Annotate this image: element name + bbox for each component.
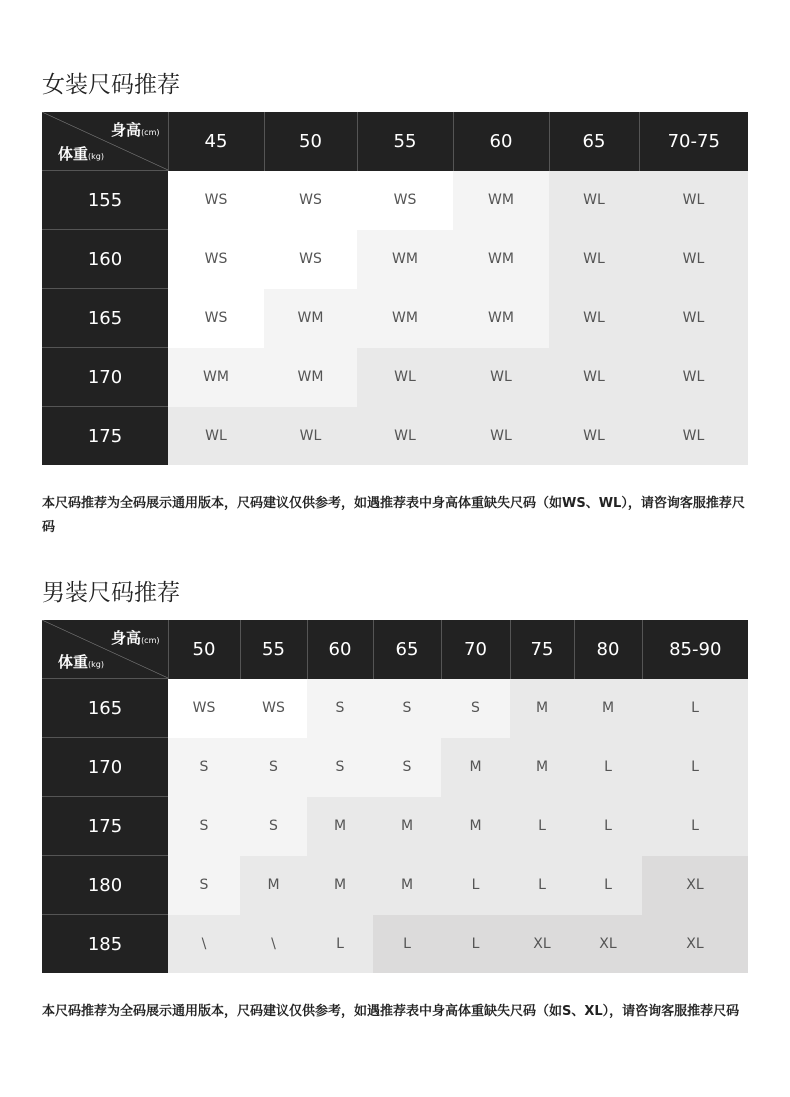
- size-cell: S: [373, 679, 441, 738]
- weight-row-header: 165: [42, 679, 168, 738]
- height-column-header: 55: [357, 112, 453, 171]
- men-size-note: 本尺码推荐为全码展示通用版本，尺码建议仅供参考，如遇推荐表中身高体重缺失尺码（如S、XL），请咨询客服推荐尺码: [42, 1004, 740, 1019]
- weight-axis-label: [58, 143, 104, 164]
- table-row: [42, 797, 748, 856]
- size-cell: WL: [549, 171, 639, 230]
- table-row: [42, 289, 748, 348]
- size-cell: XL: [510, 915, 574, 974]
- size-cell: WL: [357, 407, 453, 466]
- size-cell: WL: [453, 407, 549, 466]
- weight-label: 体重: [58, 145, 89, 163]
- weight-row-header: 170: [42, 348, 168, 407]
- weight-row-header: 180: [42, 856, 168, 915]
- size-cell: L: [441, 915, 510, 974]
- weight-row-header: 155: [42, 171, 168, 230]
- size-cell: M: [510, 679, 574, 738]
- size-cell: WL: [549, 230, 639, 289]
- size-cell: WL: [639, 348, 748, 407]
- height-column-header: 60: [453, 112, 549, 171]
- size-cell: S: [168, 738, 240, 797]
- height-column-header: 70-75: [639, 112, 748, 171]
- size-cell: L: [574, 797, 642, 856]
- size-cell: M: [441, 797, 510, 856]
- weight-unit: (kg): [88, 152, 104, 161]
- weight-row-header: 175: [42, 797, 168, 856]
- size-cell: L: [574, 738, 642, 797]
- size-cell: WL: [264, 407, 357, 466]
- height-column-header: 50: [264, 112, 357, 171]
- height-label: 身高: [111, 629, 142, 647]
- men-size-title: 男装尺码推荐: [42, 580, 180, 606]
- size-cell: WL: [639, 289, 748, 348]
- size-cell: S: [240, 797, 307, 856]
- weight-row-header: 160: [42, 230, 168, 289]
- height-column-header: 65: [549, 112, 639, 171]
- size-cell: L: [510, 797, 574, 856]
- size-cell: WM: [357, 230, 453, 289]
- size-cell: S: [168, 856, 240, 915]
- weight-row-header: 175: [42, 407, 168, 466]
- size-cell: S: [307, 738, 373, 797]
- height-column-header: 45: [168, 112, 264, 171]
- height-axis-label: [111, 119, 159, 140]
- size-cell: S: [307, 679, 373, 738]
- size-cell: WL: [639, 171, 748, 230]
- table-row: [42, 171, 748, 230]
- height-column-header: 55: [240, 620, 307, 679]
- men-size-table: [42, 620, 748, 973]
- size-cell: WS: [168, 289, 264, 348]
- size-cell: M: [307, 797, 373, 856]
- size-cell: WL: [168, 407, 264, 466]
- size-cell: XL: [642, 915, 748, 974]
- size-cell: WM: [264, 348, 357, 407]
- table-row: [42, 230, 748, 289]
- size-cell: L: [642, 797, 748, 856]
- height-column-header: 85-90: [642, 620, 748, 679]
- women-size-table: [42, 112, 748, 465]
- size-cell: L: [441, 856, 510, 915]
- women-size-note: 本尺码推荐为全码展示通用版本，尺码建议仅供参考，如遇推荐表中身高体重缺失尺码（如WS、WL），请咨询客服推荐尺码: [42, 496, 745, 535]
- height-unit: (cm): [141, 636, 160, 645]
- size-cell: M: [373, 797, 441, 856]
- size-cell: WS: [168, 230, 264, 289]
- height-axis-label: [111, 627, 159, 648]
- size-cell: M: [307, 856, 373, 915]
- size-cell: WL: [549, 289, 639, 348]
- height-column-header: 70: [441, 620, 510, 679]
- weight-label: 体重: [58, 653, 89, 671]
- table-row: [42, 679, 748, 738]
- size-cell: WS: [168, 679, 240, 738]
- size-cell: WM: [453, 171, 549, 230]
- women-size-title: 女装尺码推荐: [42, 72, 180, 98]
- size-cell: WL: [639, 230, 748, 289]
- size-cell: WL: [549, 348, 639, 407]
- size-cell: L: [574, 856, 642, 915]
- height-column-header: 60: [307, 620, 373, 679]
- size-cell: WS: [357, 171, 453, 230]
- size-cell: L: [642, 738, 748, 797]
- size-cell: WL: [549, 407, 639, 466]
- size-cell: WM: [264, 289, 357, 348]
- size-cell: XL: [574, 915, 642, 974]
- size-cell: S: [373, 738, 441, 797]
- women-header-row: [42, 112, 748, 171]
- height-unit: (cm): [141, 128, 160, 137]
- weight-row-header: 185: [42, 915, 168, 974]
- size-cell: M: [441, 738, 510, 797]
- size-cell: XL: [642, 856, 748, 915]
- size-cell: L: [307, 915, 373, 974]
- table-corner-header: [42, 112, 168, 171]
- height-column-header: 50: [168, 620, 240, 679]
- size-cell: S: [168, 797, 240, 856]
- weight-unit: (kg): [88, 660, 104, 669]
- height-column-header: 80: [574, 620, 642, 679]
- size-cell: WS: [264, 171, 357, 230]
- size-cell: WS: [240, 679, 307, 738]
- size-cell: WS: [264, 230, 357, 289]
- size-cell: M: [510, 738, 574, 797]
- size-cell: WM: [453, 289, 549, 348]
- size-cell: WL: [453, 348, 549, 407]
- size-cell: WL: [357, 348, 453, 407]
- size-cell: S: [441, 679, 510, 738]
- size-cell: \: [240, 915, 307, 974]
- size-cell: \: [168, 915, 240, 974]
- weight-row-header: 170: [42, 738, 168, 797]
- table-row: [42, 407, 748, 466]
- size-cell: WM: [453, 230, 549, 289]
- table-row: [42, 348, 748, 407]
- size-cell: S: [240, 738, 307, 797]
- height-label: 身高: [111, 121, 142, 139]
- size-cell: M: [373, 856, 441, 915]
- table-row: [42, 856, 748, 915]
- size-cell: L: [510, 856, 574, 915]
- size-cell: WS: [168, 171, 264, 230]
- table-corner-header: [42, 620, 168, 679]
- size-cell: L: [642, 679, 748, 738]
- size-cell: M: [240, 856, 307, 915]
- height-column-header: 75: [510, 620, 574, 679]
- table-row: [42, 915, 748, 974]
- size-cell: M: [574, 679, 642, 738]
- size-cell: WM: [357, 289, 453, 348]
- table-row: [42, 738, 748, 797]
- size-cell: L: [373, 915, 441, 974]
- height-column-header: 65: [373, 620, 441, 679]
- size-cell: WL: [639, 407, 748, 466]
- men-header-row: [42, 620, 748, 679]
- weight-axis-label: [58, 651, 104, 672]
- size-cell: WM: [168, 348, 264, 407]
- weight-row-header: 165: [42, 289, 168, 348]
